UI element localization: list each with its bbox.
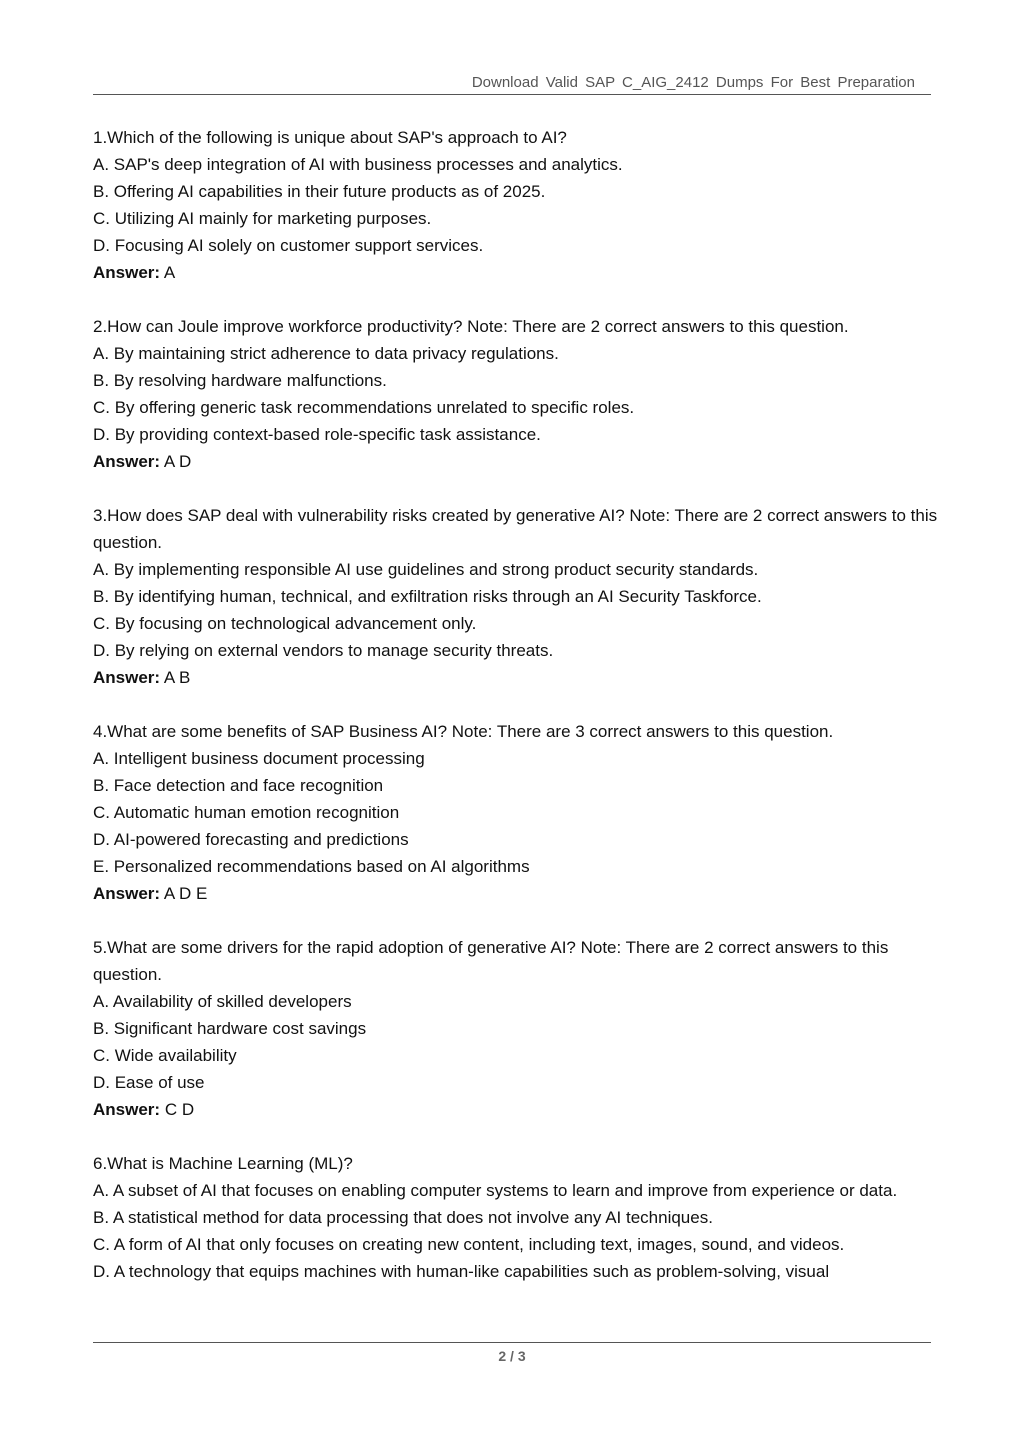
option-b: B. Face detection and face recognition (93, 776, 384, 795)
option-b: B. A statistical method for data processing that does not involve any AI techniques. (93, 1208, 713, 1227)
option-a: A. A subset of AI that focuses on enabling computer systems to learn and improve from experience or data. (93, 1181, 898, 1200)
option-b: B. Significant hardware cost savings (93, 1019, 367, 1038)
answer-value: A D (163, 452, 192, 471)
question-block-6 (93, 1150, 938, 1285)
option-b: B. Offering AI capabilities in their future products as of 2025. (93, 182, 546, 201)
option-c: C. Utilizing AI mainly for marketing purposes. (93, 209, 432, 228)
answer-value: A (163, 263, 176, 282)
question-block-5 (93, 934, 938, 1123)
answer-value: C D (164, 1100, 195, 1119)
question-block-1 (93, 124, 938, 286)
answer-value: A B (163, 668, 191, 687)
question-block-2 (93, 313, 938, 475)
answer-value: A D E (163, 884, 208, 903)
option-a: A. Intelligent business document processing (93, 749, 425, 768)
option-a: A. Availability of skilled developers (93, 992, 352, 1011)
option-c: C. By focusing on technological advancement only. (93, 614, 477, 633)
option-c: C. Automatic human emotion recognition (93, 803, 400, 822)
answer-label: Answer: (93, 1100, 161, 1119)
option-d: D. A technology that equips machines with human-like capabilities such as problem-solving, visual (93, 1262, 830, 1281)
option-b: B. By identifying human, technical, and exfiltration risks through an AI Security Taskforce. (93, 587, 762, 606)
answer-line (93, 448, 938, 475)
option-d: D. Focusing AI solely on customer support services. (93, 236, 484, 255)
question-text: 5.What are some drivers for the rapid adoption of generative AI? Note: There are 2 correct answers to this question. (93, 938, 889, 984)
answer-line (93, 880, 938, 907)
option-a: A. By maintaining strict adherence to data privacy regulations. (93, 344, 559, 363)
option-c: C. By offering generic task recommendations unrelated to specific roles. (93, 398, 635, 417)
question-text: 1.Which of the following is unique about SAP's approach to AI? (93, 128, 567, 147)
header-title: Download Valid SAP C_AIG_2412 Dumps For Best Preparation (471, 74, 915, 91)
answer-label: Answer: (93, 668, 161, 687)
answer-line (93, 664, 938, 691)
option-c: C. Wide availability (93, 1046, 237, 1065)
question-block-3 (93, 502, 938, 691)
page-number: 2 / 3 (498, 1348, 526, 1364)
answer-label: Answer: (93, 884, 161, 903)
answer-line (93, 1096, 938, 1123)
question-text: 4.What are some benefits of SAP Business AI? Note: There are 3 correct answers to this question. (93, 722, 834, 741)
question-text: 3.How does SAP deal with vulnerability risks created by generative AI? Note: There are 2 correct answers to this question. (93, 506, 938, 552)
option-c: C. A form of AI that only focuses on creating new content, including text, images, sound, and videos. (93, 1235, 845, 1254)
question-text: 6.What is Machine Learning (ML)? (93, 1154, 353, 1173)
answer-label: Answer: (93, 452, 161, 471)
option-e: E. Personalized recommendations based on AI algorithms (93, 857, 530, 876)
page-footer (93, 1342, 931, 1364)
document-body (93, 124, 938, 1312)
option-d: D. AI-powered forecasting and predictions (93, 830, 409, 849)
option-a: A. By implementing responsible AI use guidelines and strong product security standards. (93, 560, 759, 579)
page-header (93, 72, 931, 95)
option-b: B. By resolving hardware malfunctions. (93, 371, 387, 390)
answer-line (93, 259, 938, 286)
option-a: A. SAP's deep integration of AI with business processes and analytics. (93, 155, 623, 174)
option-d: D. By relying on external vendors to manage security threats. (93, 641, 554, 660)
question-block-4 (93, 718, 938, 907)
option-d: D. Ease of use (93, 1073, 205, 1092)
question-text: 2.How can Joule improve workforce productivity? Note: There are 2 correct answers to this question. (93, 317, 849, 336)
answer-label: Answer: (93, 263, 161, 282)
option-d: D. By providing context-based role-specific task assistance. (93, 425, 541, 444)
